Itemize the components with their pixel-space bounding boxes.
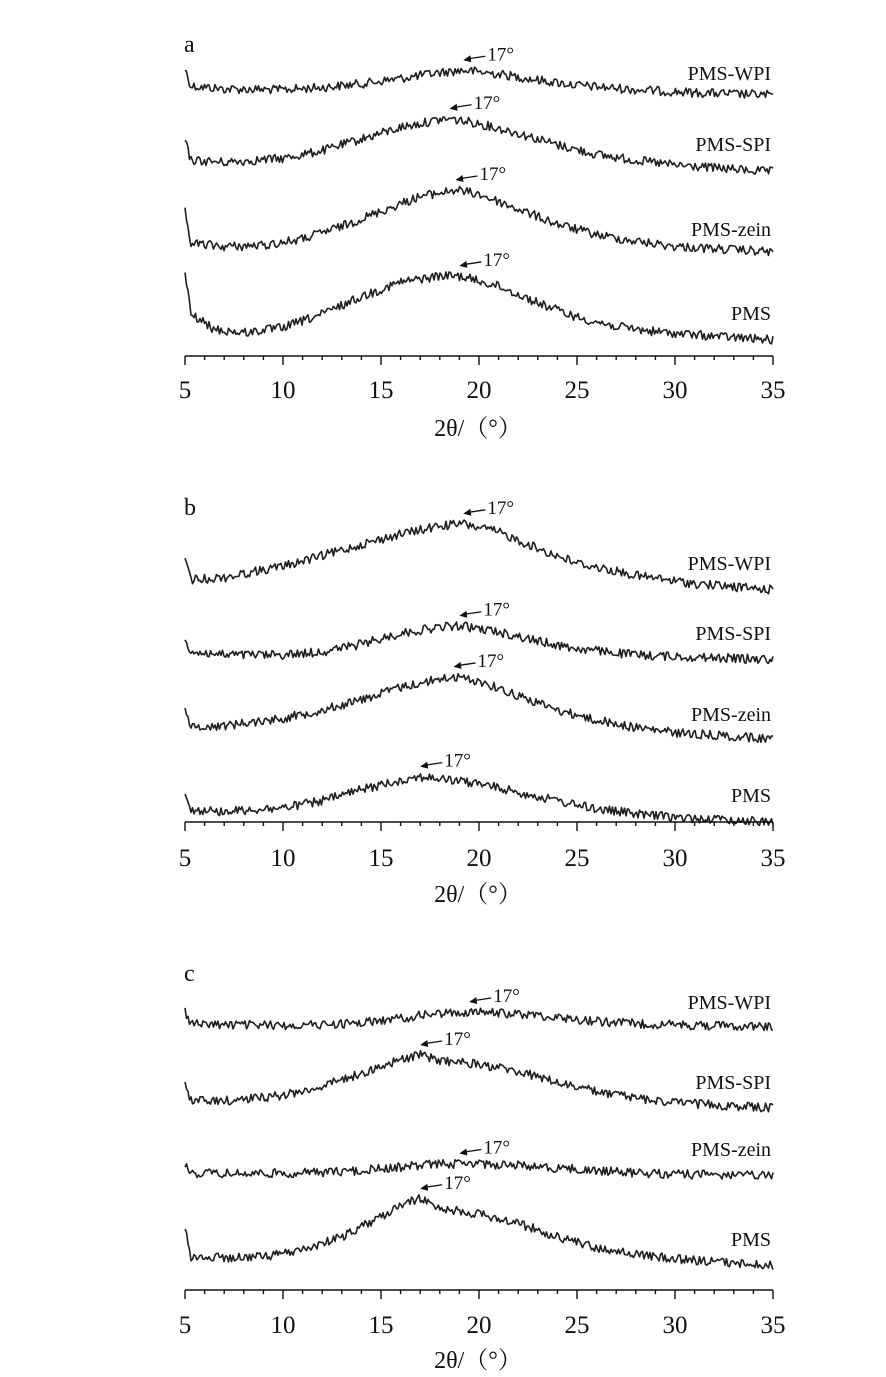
x-tick-label: 5: [178, 1312, 192, 1339]
series-line-pms: [185, 1195, 773, 1270]
peak-label: 17°: [444, 750, 471, 772]
peak-label: 17°: [493, 986, 520, 1007]
x-tick-label: 10: [270, 377, 296, 404]
peak-label: 17°: [487, 497, 514, 519]
peak-label: 17°: [444, 1172, 471, 1194]
panel-a: [179, 32, 786, 442]
x-tick-label: 30: [662, 377, 688, 404]
panel-c: [179, 961, 786, 1374]
x-tick-label: 25: [564, 845, 590, 872]
peak-arrowhead: [469, 997, 477, 1004]
x-axis-label: 2θ/（°）: [434, 882, 522, 908]
peak-label: 17°: [479, 164, 507, 185]
x-tick-label: 30: [662, 1312, 688, 1339]
peak-label: 17°: [487, 44, 514, 66]
panel-letter: b: [184, 495, 196, 521]
x-tick-label: 20: [466, 377, 492, 404]
panel-letter: c: [184, 961, 195, 987]
x-tick-label: 35: [760, 1312, 786, 1339]
peak-arrowhead: [455, 175, 463, 182]
panel-letter: a: [184, 32, 195, 58]
peak-arrowhead: [463, 55, 471, 62]
peak-label: 17°: [444, 1029, 471, 1050]
x-tick-label: 25: [564, 1312, 590, 1339]
series-label: PMS: [730, 785, 771, 807]
panel-b: [179, 495, 786, 908]
x-tick-label: 25: [564, 377, 590, 404]
series-label: PMS: [730, 303, 771, 325]
series-label: PMS-zein: [691, 1139, 771, 1161]
series-line-pms: [185, 774, 773, 826]
x-tick-label: 5: [178, 845, 192, 872]
peak-arrowhead: [459, 261, 467, 268]
x-tick-label: 35: [760, 377, 786, 404]
x-tick-label: 20: [466, 845, 492, 872]
series-label: PMS-zein: [691, 219, 771, 241]
series-label: PMS-WPI: [687, 992, 771, 1014]
x-tick-label: 15: [368, 1312, 394, 1339]
x-tick-label: 5: [178, 377, 192, 404]
peak-arrowhead: [459, 611, 467, 618]
x-tick-label: 20: [466, 1312, 492, 1339]
x-tick-label: 10: [270, 845, 296, 872]
series-label: PMS-SPI: [695, 134, 771, 156]
x-axis-label: 2θ/（°）: [434, 416, 522, 442]
x-tick-label: 15: [368, 377, 394, 404]
peak-arrowhead: [450, 104, 458, 111]
series-line-pms-zein: [185, 1160, 773, 1179]
series-line-pms-zein: [185, 187, 773, 256]
peak-label: 17°: [483, 599, 511, 621]
series-label: PMS-WPI: [687, 553, 771, 575]
peak-arrowhead: [420, 762, 428, 769]
x-axis-label: 2θ/（°）: [434, 1348, 522, 1374]
x-tick-label: 35: [760, 845, 786, 872]
peak-label: 17°: [473, 92, 501, 114]
series-label: PMS-SPI: [695, 1072, 771, 1094]
peak-label: 17°: [477, 650, 505, 672]
peak-label: 17°: [483, 249, 511, 271]
peak-arrowhead: [463, 509, 471, 516]
peak-arrowhead: [420, 1040, 428, 1047]
peak-label: 17°: [483, 1137, 511, 1159]
peak-arrowhead: [454, 662, 462, 669]
series-label: PMS-SPI: [695, 623, 771, 645]
series-line-pms-zein: [185, 674, 773, 743]
x-tick-label: 10: [270, 1312, 296, 1339]
peak-arrowhead: [420, 1184, 428, 1191]
series-label: PMS: [730, 1229, 771, 1251]
series-label: PMS-WPI: [687, 63, 771, 85]
series-line-pms: [185, 272, 773, 344]
series-label: PMS-zein: [691, 704, 771, 726]
series-line-pms-wpi: [185, 520, 773, 594]
series-line-pms-spi: [185, 1051, 773, 1112]
x-tick-label: 30: [662, 845, 688, 872]
series-line-pms-wpi: [185, 1008, 773, 1031]
x-tick-label: 15: [368, 845, 394, 872]
peak-arrowhead: [459, 1149, 467, 1156]
